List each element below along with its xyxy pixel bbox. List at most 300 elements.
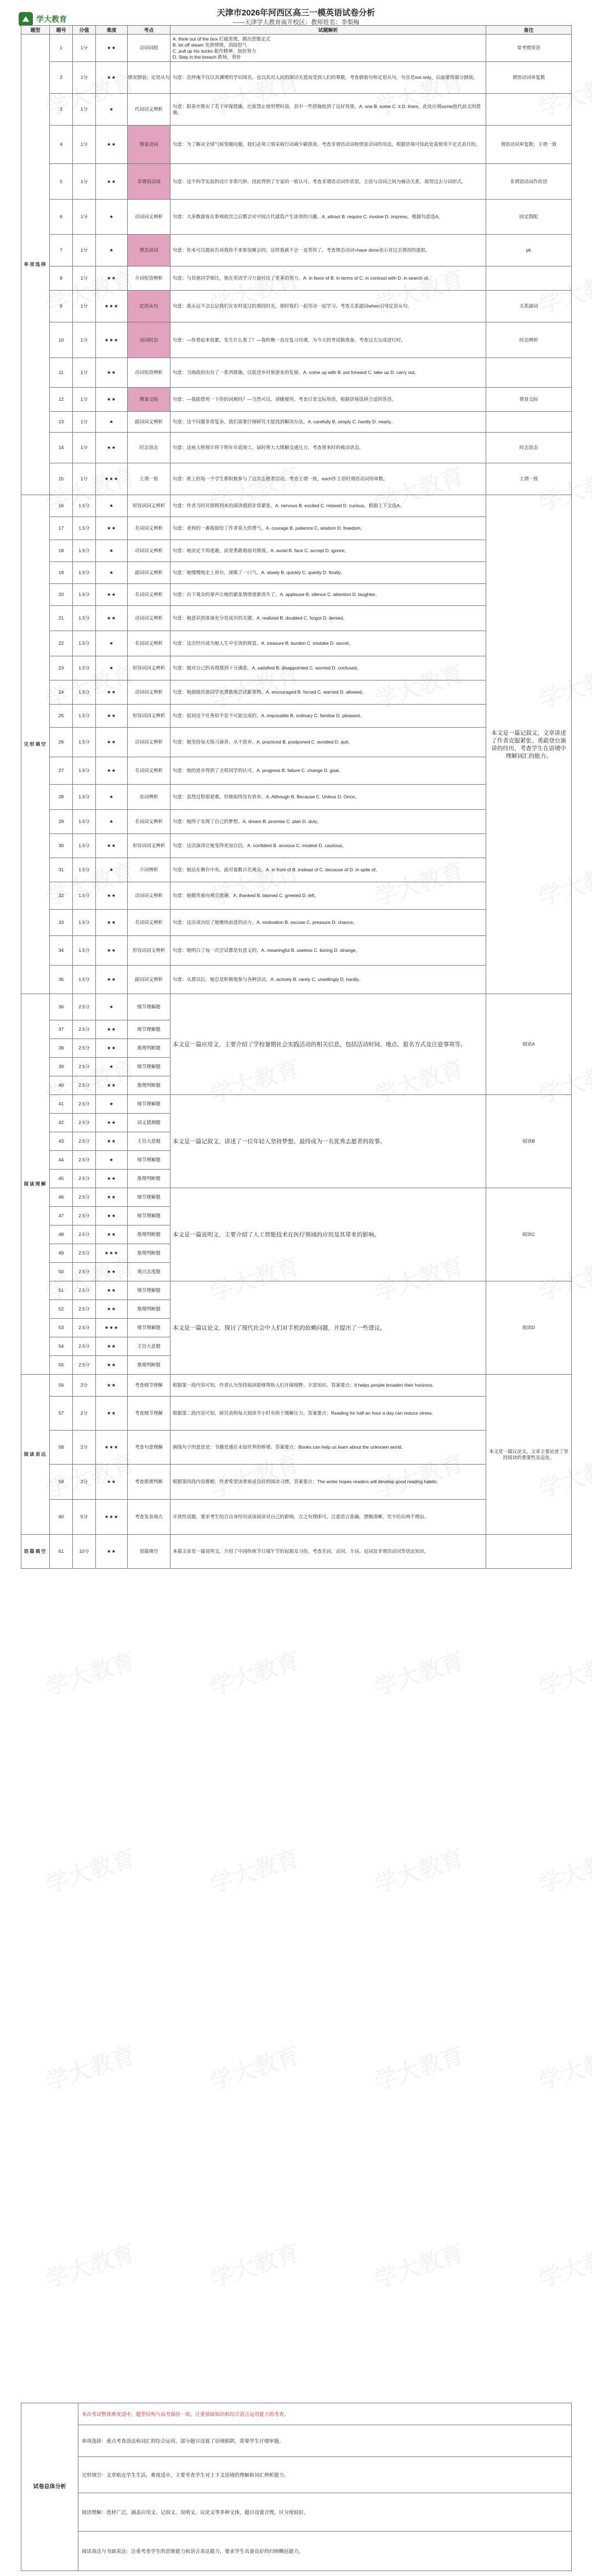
difficulty-stars: ★★ bbox=[96, 936, 128, 966]
question-score: 10分 bbox=[73, 1535, 96, 1569]
question-number: 25 bbox=[50, 705, 73, 728]
question-score: 2分 bbox=[73, 1431, 96, 1465]
topic-cell: 细节理解题 bbox=[128, 1207, 170, 1225]
topic-cell: 动词词组 bbox=[128, 35, 170, 62]
analysis-cell: 句意：这次经历成为她人生中宝贵的财富。A. treasure B. burden C. mistake D. secret。 bbox=[170, 631, 486, 656]
difficulty-stars: ★★ bbox=[96, 388, 128, 412]
question-score: 2.5分 bbox=[73, 1170, 96, 1188]
analysis-table bbox=[21, 25, 572, 1569]
question-score: 2.5分 bbox=[73, 1188, 96, 1207]
topic-cell: 推理判断题 bbox=[128, 1170, 170, 1188]
question-score: 2分 bbox=[73, 1375, 96, 1397]
topic-cell: 名词词义辨析 bbox=[128, 757, 170, 785]
difficulty-stars: ★★ bbox=[96, 1300, 128, 1319]
analysis-cell: 句意：与其他同学相比，他在英语学习方面付出了更多的努力。A. in favor of B. in terms of C. in contrast with D. in search of。 bbox=[170, 266, 486, 291]
difficulty-stars: ★★★ bbox=[96, 1500, 128, 1535]
question-number: 56 bbox=[50, 1375, 73, 1397]
question-score: 1.5分 bbox=[73, 910, 96, 936]
analysis-cell: 句意：她对自己的表现感到十分满意。A. satisfied B. disappointed C. worried D. confused。 bbox=[170, 656, 486, 680]
analysis-cell: 画线句子的意思是：书籍是通往未知世界的桥梁。答案要点：Books can help us learn about the unknown world. bbox=[170, 1431, 486, 1465]
difficulty-stars: ★★ bbox=[96, 1263, 128, 1281]
topic-cell: 细节理解题 bbox=[128, 1188, 170, 1207]
question-score: 1分 bbox=[73, 463, 96, 495]
difficulty-stars: ★ bbox=[96, 631, 128, 656]
remark-cell bbox=[486, 358, 572, 388]
remark-cell: 本文是一篇议论文，文章主要论述了坚持阅读的重要性及益处。 bbox=[486, 1375, 572, 1535]
difficulty-stars: ★★ bbox=[96, 1337, 128, 1356]
analysis-cell: 根据第一段内容可知，作者认为坚持阅读能够帮助人们开阔视野、丰富知识。答案要点：It helps people broaden their horizons. bbox=[170, 1375, 486, 1397]
topic-cell: 主旨大意题 bbox=[128, 1132, 170, 1151]
question-score: 1.5分 bbox=[73, 834, 96, 858]
question-number: 26 bbox=[50, 728, 73, 757]
question-number: 3 bbox=[50, 94, 73, 126]
topic-cell: 考查句意理解 bbox=[128, 1431, 170, 1465]
question-score: 5分 bbox=[73, 1500, 96, 1535]
remark-cell: 阅读D bbox=[486, 1281, 572, 1375]
page-subtitle: ——天津学大教育南开校区：教师姓名：李梨梅 bbox=[232, 19, 360, 26]
question-number: 1 bbox=[50, 35, 73, 62]
question-number: 54 bbox=[50, 1337, 73, 1356]
difficulty-stars: ★★ bbox=[96, 1170, 128, 1188]
watermark bbox=[206, 2235, 303, 2295]
table-row bbox=[21, 200, 572, 235]
difficulty-stars: ★★ bbox=[96, 834, 128, 858]
difficulty-stars: ★ bbox=[96, 562, 128, 584]
topic-cell: 细节理解题 bbox=[128, 994, 170, 1020]
question-score: 1.5分 bbox=[73, 728, 96, 757]
question-number: 19 bbox=[50, 562, 73, 584]
difficulty-stars: ★★ bbox=[96, 126, 128, 164]
analysis-cell: 句意：老师的一番鼓励给了作者莫大的勇气。A. courage B. patience C. wisdom D. freedom。 bbox=[170, 517, 486, 540]
watermark bbox=[41, 1643, 139, 1703]
remark-cell bbox=[486, 1535, 572, 1569]
summary-line: 完形填空：文章贴近学生生活，难度适中，主要考查学生对上下文语境的理解和词汇辨析能力。 bbox=[78, 2457, 572, 2493]
table-row bbox=[21, 322, 572, 358]
topic-cell: 名词词义辨析 bbox=[128, 910, 170, 936]
analysis-cell: 句意：这次演讲让她变得更加自信。A. confident B. anxious C. modest D. cautious。 bbox=[170, 834, 486, 858]
difficulty-stars: ★ bbox=[96, 1058, 128, 1076]
question-number: 47 bbox=[50, 1207, 73, 1225]
topic-cell: 语篇填空 bbox=[128, 1535, 170, 1569]
analysis-cell: 句意：这个问题非常复杂，我们需要仔细研究才能找到解决办法。A. carefully B. simply C. hardly D. nearly。 bbox=[170, 412, 486, 433]
question-score: 2.5分 bbox=[73, 1225, 96, 1244]
question-score: 1.5分 bbox=[73, 882, 96, 910]
passage-summary: 本文是一篇记叙文，讲述了一位年轻人坚持梦想、最终成为一名优秀志愿者的故事。 bbox=[170, 1095, 486, 1188]
analysis-cell: 句意：她明白了每一次尝试都是有意义的。A. meaningful B. useless C. boring D. strange。 bbox=[170, 936, 486, 966]
topic-cell: 主旨大意题 bbox=[128, 1337, 170, 1356]
topic-cell: 考查推理判断 bbox=[128, 1465, 170, 1500]
question-score: 2.5分 bbox=[73, 1300, 96, 1319]
question-score: 1.5分 bbox=[73, 584, 96, 606]
difficulty-stars: ★★ bbox=[96, 1375, 128, 1397]
difficulty-stars: ★★ bbox=[96, 1114, 128, 1132]
topic-cell: 形容词词义辨析 bbox=[128, 656, 170, 680]
question-number: 9 bbox=[50, 291, 73, 322]
difficulty-stars: ★★ bbox=[96, 584, 128, 606]
analysis-cell: 句意：作者当时对即将到来的演讲感到非常紧张。A. nervous B. excited C. relaxed D. curious。根据上下文选A。 bbox=[170, 495, 486, 517]
analysis-cell: 句意：大多数游客在参观故宫之后都会对中国古代建筑产生浓厚的兴趣。A. attract B. require C. involve D. impress。根据句意选A。 bbox=[170, 200, 486, 235]
topic-cell: 观点态度题 bbox=[128, 1263, 170, 1281]
question-number: 45 bbox=[50, 1170, 73, 1188]
question-score: 1分 bbox=[73, 62, 96, 94]
summary-line: 阅读表达与书面表达：注重考查学生的思维能力和语言表达能力，要求学生具备良好的归纳概括能力。 bbox=[78, 2532, 572, 2571]
topic-cell: 考查细节理解 bbox=[128, 1397, 170, 1431]
question-score: 1.5分 bbox=[73, 631, 96, 656]
difficulty-stars: ★ bbox=[96, 94, 128, 126]
topic-cell: 名词词义辨析 bbox=[128, 810, 170, 834]
difficulty-stars: ★★★ bbox=[96, 1244, 128, 1263]
topic-cell: 副词词义辨析 bbox=[128, 412, 170, 433]
question-number: 49 bbox=[50, 1244, 73, 1263]
passage-summary: 本文是一篇议论文，探讨了现代社会中人们对手机的依赖问题，并提出了一些建议。 bbox=[170, 1281, 486, 1375]
question-score: 2.5分 bbox=[73, 1151, 96, 1170]
topic-cell: 情景交际 bbox=[128, 388, 170, 412]
analysis-cell: 句意：她坚持每天练习演讲，从不放弃。A. practiced B. postponed C. avoided D. quit。 bbox=[170, 728, 486, 757]
question-number: 2 bbox=[50, 62, 73, 94]
question-score: 1.5分 bbox=[73, 495, 96, 517]
topic-cell: 考查发表观点 bbox=[128, 1500, 170, 1535]
analysis-cell: 句意：阳春市推出了若干环保措施，比如禁止使用塑料袋，其中一些措施收到了良好效果。A. one B. some C. it D. them。此处应填some指代前文的措施。 bbox=[170, 94, 486, 126]
question-score: 1分 bbox=[73, 126, 96, 164]
remark-cell: 关系副词 bbox=[486, 291, 572, 322]
summary-label: 试卷总体分析 bbox=[21, 2403, 78, 2571]
question-number: 36 bbox=[50, 994, 73, 1020]
difficulty-stars: ★★ bbox=[96, 882, 128, 910]
analysis-cell: 句意：—我能借用一下你的词典吗？—当然可以，请随便用。考查日常交际用语，根据语境选择合适的答语。 bbox=[170, 388, 486, 412]
question-number: 23 bbox=[50, 656, 73, 680]
table-row bbox=[21, 994, 572, 1020]
question-number: 17 bbox=[50, 517, 73, 540]
question-number: 60 bbox=[50, 1500, 73, 1535]
remark-cell: 时态辨析 bbox=[486, 322, 572, 358]
difficulty-stars: ★ bbox=[96, 495, 128, 517]
question-score: 1.5分 bbox=[73, 858, 96, 882]
question-score: 1分 bbox=[73, 433, 96, 463]
table-row bbox=[21, 164, 572, 200]
difficulty-stars: ★★ bbox=[96, 728, 128, 757]
topic-cell: 推理判断题 bbox=[128, 1300, 170, 1319]
difficulty-stars: ★★ bbox=[96, 910, 128, 936]
table-row bbox=[21, 412, 572, 433]
remark-cell: 谓语动词单复数 bbox=[486, 62, 572, 94]
question-score: 1分 bbox=[73, 291, 96, 322]
question-number: 38 bbox=[50, 1039, 73, 1058]
question-number: 21 bbox=[50, 606, 73, 631]
remark-cell: 情景交际 bbox=[486, 388, 572, 412]
remark-cell: 阅读B bbox=[486, 1095, 572, 1188]
col-header-difficulty: 难度 bbox=[96, 26, 128, 35]
question-number: 18 bbox=[50, 540, 73, 562]
question-score: 1分 bbox=[73, 266, 96, 291]
difficulty-stars: ★★ bbox=[96, 1535, 128, 1569]
topic-cell: 代词词义辨析 bbox=[128, 94, 170, 126]
question-score: 2.5分 bbox=[73, 1207, 96, 1225]
section-type-cell: 完形填空 bbox=[21, 495, 50, 994]
topic-cell: 副词词义辨析 bbox=[128, 562, 170, 584]
difficulty-stars: ★★★ bbox=[96, 291, 128, 322]
difficulty-stars: ★ bbox=[96, 540, 128, 562]
topic-cell: 动词词义辨析 bbox=[128, 540, 170, 562]
question-score: 2.5分 bbox=[73, 994, 96, 1020]
question-number: 10 bbox=[50, 322, 73, 358]
difficulty-stars: ★★ bbox=[96, 1207, 128, 1225]
topic-cell: 形容词词义辨析 bbox=[128, 705, 170, 728]
remark-cell bbox=[486, 412, 572, 433]
analysis-cell: 句意：这座大桥预计将于明年年底竣工，届时将大大缓解交通压力。考查将来时的被动语态。 bbox=[170, 433, 486, 463]
difficulty-stars: ★★★ bbox=[96, 463, 128, 495]
table-row bbox=[21, 35, 572, 62]
difficulty-stars: ★ bbox=[96, 994, 128, 1020]
topic-cell: 推理判断题 bbox=[128, 1244, 170, 1263]
summary-line: 单项选择：重点考查语法和词汇的综合运用，部分题目设置了语境陷阱，需要学生仔细审题。 bbox=[78, 2425, 572, 2457]
analysis-cell: 句意：你本可以提前告诉我你不来参加聚会的，这样我就不会一直等你了。考查情态动词+have done表示对过去情况的虚拟。 bbox=[170, 235, 486, 266]
question-number: 31 bbox=[50, 858, 73, 882]
difficulty-stars: ★★ bbox=[96, 680, 128, 705]
question-score: 1.5分 bbox=[73, 966, 96, 994]
question-number: 12 bbox=[50, 388, 73, 412]
difficulty-stars: ★ bbox=[96, 785, 128, 810]
watermark bbox=[41, 1840, 139, 1900]
difficulty-stars: ★ bbox=[96, 412, 128, 433]
table-row bbox=[21, 433, 572, 463]
passage-summary: 本文是一篇应用文，主要介绍了学校暑期社会实践活动的相关信息，包括活动时间、地点、报名方式及注意事项等。 bbox=[170, 994, 486, 1095]
question-score: 1分 bbox=[73, 35, 96, 62]
question-number: 13 bbox=[50, 412, 73, 433]
question-number: 44 bbox=[50, 1151, 73, 1170]
table-row bbox=[21, 1095, 572, 1114]
question-score: 2.5分 bbox=[73, 1095, 96, 1114]
question-score: 2.5分 bbox=[73, 1319, 96, 1337]
watermark bbox=[41, 2235, 139, 2295]
watermark bbox=[370, 2235, 468, 2295]
question-score: 1.5分 bbox=[73, 680, 96, 705]
topic-cell: 细节理解题 bbox=[128, 1319, 170, 1337]
difficulty-stars: ★★★ bbox=[96, 322, 128, 358]
watermark bbox=[534, 1840, 592, 1900]
watermark bbox=[206, 1840, 303, 1900]
topic-cell: 动词词义辨析 bbox=[128, 606, 170, 631]
difficulty-stars: ★★ bbox=[96, 1020, 128, 1039]
difficulty-stars: ★ bbox=[96, 810, 128, 834]
difficulty-stars: ★★★ bbox=[96, 1431, 128, 1465]
analysis-cell: 句意：她鼓励其他同学也勇敢地尝试新事物。A. encouraged B. forced C. warned D. allowed。 bbox=[170, 680, 486, 705]
remark-cell: 阅读A bbox=[486, 994, 572, 1095]
watermark bbox=[534, 2235, 592, 2295]
watermark bbox=[534, 2038, 592, 2097]
question-score: 1分 bbox=[73, 164, 96, 200]
question-number: 29 bbox=[50, 810, 73, 834]
question-number: 32 bbox=[50, 882, 73, 910]
question-score: 2.5分 bbox=[73, 1039, 96, 1058]
topic-cell: 细节理解题 bbox=[128, 1020, 170, 1039]
page-title: 天津市2026年河西区高三一模英语试卷分析 bbox=[217, 8, 375, 18]
topic-cell: 名词词义辨析 bbox=[128, 517, 170, 540]
analysis-cell: 本篇文章是一篇说明文，介绍了中国传统节日端午节的起源及习俗，考查名词、动词、介词、冠词及非谓语动词等语法知识。 bbox=[170, 1535, 486, 1569]
question-score: 1.5分 bbox=[73, 757, 96, 785]
remark-cell: 固定搭配 bbox=[486, 200, 572, 235]
question-number: 20 bbox=[50, 584, 73, 606]
analysis-cell: 句意：台下观众的掌声让她的紧张情绪逐渐消失了。A. applause B. silence C. attention D. laughter。 bbox=[170, 584, 486, 606]
topic-cell: 推理判断题 bbox=[128, 1076, 170, 1095]
difficulty-stars: ★ bbox=[96, 1095, 128, 1114]
question-score: 1分 bbox=[73, 358, 96, 388]
question-score: 2.5分 bbox=[73, 1263, 96, 1281]
question-score: 1.5分 bbox=[73, 517, 96, 540]
table-row bbox=[21, 1188, 572, 1207]
col-header-remark: 备注 bbox=[486, 26, 572, 35]
col-header-type: 题型 bbox=[21, 26, 50, 35]
topic-cell: 连词辨析 bbox=[128, 785, 170, 810]
analysis-cell: 句意：她慢慢地走上讲台，深吸了一口气。A. slowly B. quickly C. quietly D. finally。 bbox=[170, 562, 486, 584]
difficulty-stars: ★★ bbox=[96, 1397, 128, 1431]
analysis-cell: 开放性试题，要求考生结合自身经历谈谈阅读对自己的影响，言之有理即可。注意语言准确，逻辑清晰，至少给出两个理由。 bbox=[170, 1500, 486, 1535]
difficulty-stars: ★ bbox=[96, 200, 128, 235]
difficulty-stars: ★★ bbox=[96, 1281, 128, 1300]
analysis-cell: 句意：当地政府出台了一系列措施，以促进乡村旅游业的发展。A. come up with B. put forward C. take up D. carry out。 bbox=[170, 358, 486, 388]
difficulty-stars: ★ bbox=[96, 858, 128, 882]
col-header-analysis: 试题解析 bbox=[170, 26, 486, 35]
question-number: 15 bbox=[50, 463, 73, 495]
question-number: 57 bbox=[50, 1397, 73, 1431]
table-row bbox=[21, 1535, 572, 1569]
watermark bbox=[534, 1643, 592, 1703]
analysis-cell: 句意：她终于实现了自己的梦想。A. dream B. promise C. plan D. duty。 bbox=[170, 810, 486, 834]
question-number: 61 bbox=[50, 1535, 73, 1569]
analysis-cell: 句意：从那以后，她总是积极地参与各种活动。A. actively B. rarely C. unwillingly D. hardly。 bbox=[170, 966, 486, 994]
analysis-cell: 句意：范仲淹不仅以其渊博的学识闻名，也以其对人民的深切关爱而受到人们的尊敬。考查倒装句和定语从句，句首是not only，后面要用部分倒装。 bbox=[170, 62, 486, 94]
question-score: 1.5分 bbox=[73, 562, 96, 584]
question-score: 2.5分 bbox=[73, 1281, 96, 1300]
difficulty-stars: ★★ bbox=[96, 164, 128, 200]
difficulty-stars: ★★ bbox=[96, 1225, 128, 1244]
question-score: 2分 bbox=[73, 1397, 96, 1431]
question-number: 16 bbox=[50, 495, 73, 517]
passage-summary: 本文是一篇说明文，主要介绍了人工智能技术在医疗领域的应用及其带来的影响。 bbox=[170, 1188, 486, 1281]
question-score: 2.5分 bbox=[73, 1356, 96, 1375]
analysis-cell: 句意：这个科学实验的设计非常巧妙，因此得到了专家的一致认可。考查非谓语动词作状语，主语与动词之间为被动关系，故用过去分词形式。 bbox=[170, 164, 486, 200]
topic-cell: 推理判断题 bbox=[128, 1225, 170, 1244]
difficulty-stars: ★★ bbox=[96, 1356, 128, 1375]
topic-cell: 情况倒装；定语从句 bbox=[128, 62, 170, 94]
question-number: 37 bbox=[50, 1020, 73, 1039]
question-score: 1.5分 bbox=[73, 656, 96, 680]
analysis-cell: A. think out of the box 打破常规，跳出思维定式 B. let off steam 发泄情绪，消除怒气 C. pull up his socks 振作精神，加倍努力 D. Step in the breach 救场，替补 bbox=[170, 35, 486, 62]
question-number: 5 bbox=[50, 164, 73, 200]
remark-cell: 主谓一致 bbox=[486, 463, 572, 495]
section-type-cell: 单项选择 bbox=[21, 35, 50, 495]
question-number: 30 bbox=[50, 834, 73, 858]
question-score: 1.5分 bbox=[73, 705, 96, 728]
table-row bbox=[21, 358, 572, 388]
analysis-cell: 句意：虽然过程很艰难，但她始终没有放弃。A. Although B. Because C. Unless D. Once。 bbox=[170, 785, 486, 810]
analysis-cell: 根据第四段内容推断，作者希望读者养成良好的阅读习惯。答案要点：The writer hopes readers will develop good reading habits. bbox=[170, 1465, 486, 1500]
difficulty-stars: ★★ bbox=[96, 705, 128, 728]
question-number: 27 bbox=[50, 757, 73, 785]
question-number: 11 bbox=[50, 358, 73, 388]
question-score: 1分 bbox=[73, 322, 96, 358]
question-number: 28 bbox=[50, 785, 73, 810]
difficulty-stars: ★★ bbox=[96, 35, 128, 62]
watermark bbox=[370, 1643, 468, 1703]
remark-cell: 阅读C bbox=[486, 1188, 572, 1281]
topic-cell: 形容词词义辨析 bbox=[128, 834, 170, 858]
question-number: 42 bbox=[50, 1114, 73, 1132]
topic-cell: 推理判断题 bbox=[128, 1039, 170, 1058]
topic-cell: 动词词义辨析 bbox=[128, 728, 170, 757]
remark-cell: 时态语态 bbox=[486, 433, 572, 463]
difficulty-stars: ★ bbox=[96, 1151, 128, 1170]
topic-cell: 细节理解题 bbox=[128, 1281, 170, 1300]
header-row bbox=[21, 26, 572, 35]
difficulty-stars: ★★★ bbox=[96, 1319, 128, 1337]
topic-cell: 动词词义辨析 bbox=[128, 680, 170, 705]
difficulty-stars: ★★ bbox=[96, 966, 128, 994]
question-score: 2.5分 bbox=[73, 1132, 96, 1151]
table-row bbox=[21, 388, 572, 412]
analysis-cell: 句意：她微笑着向观众致谢。A. thanked B. blamed C. greeted D. left。 bbox=[170, 882, 486, 910]
col-header-topic: 考点 bbox=[128, 26, 170, 35]
difficulty-stars: ★★ bbox=[96, 606, 128, 631]
question-number: 7 bbox=[50, 235, 73, 266]
watermark bbox=[206, 2038, 303, 2097]
topic-cell: 形容词词义辨析 bbox=[128, 495, 170, 517]
analysis-cell: 句意：—你看起来很累，发生什么事了？—我昨晚一直在复习功课，为今天的考试做准备。考查过去完成进行时。 bbox=[170, 322, 486, 358]
remark-cell: pk bbox=[486, 235, 572, 266]
question-score: 1分 bbox=[73, 388, 96, 412]
question-number: 51 bbox=[50, 1281, 73, 1300]
question-score: 1分 bbox=[73, 412, 96, 433]
topic-cell: 动词词义辨析 bbox=[128, 200, 170, 235]
difficulty-stars: ★★ bbox=[96, 1039, 128, 1058]
analysis-cell: 句意：她站在舞台中央，面对着数百名观众。A. in front of B. instead of C. because of D. in spite of。 bbox=[170, 858, 486, 882]
question-number: 40 bbox=[50, 1076, 73, 1095]
summary-line: 本次考试整体难度适中，题型结构与高考保持一致，注重基础知识和综合语言运用能力的考查。 bbox=[78, 2403, 572, 2425]
analysis-cell: 句意：班上的每一个学生都积极参与了这次志愿者活动。考查主谓一致，each作主语时谓语动词用单数。 bbox=[170, 463, 486, 495]
question-number: 41 bbox=[50, 1095, 73, 1114]
summary-line: 阅读理解：选材广泛，涵盖应用文、记叙文、说明文、议论文等多种文体，题目设置合理，区分度较好。 bbox=[78, 2493, 572, 2532]
topic-cell: 情景动词 bbox=[128, 126, 170, 164]
question-score: 1.5分 bbox=[73, 810, 96, 834]
topic-cell: 细节理解题 bbox=[128, 1151, 170, 1170]
section-type-cell: 阅读理解 bbox=[21, 994, 50, 1375]
watermark bbox=[41, 2038, 139, 2097]
col-header-score: 分值 bbox=[73, 26, 96, 35]
question-score: 1.5分 bbox=[73, 785, 96, 810]
question-score: 2.5分 bbox=[73, 1058, 96, 1076]
difficulty-stars: ★★ bbox=[96, 358, 128, 388]
topic-cell: 名词词义辨析 bbox=[128, 584, 170, 606]
question-number: 34 bbox=[50, 936, 73, 966]
difficulty-stars: ★★ bbox=[96, 757, 128, 785]
topic-cell: 考查细节理解 bbox=[128, 1375, 170, 1397]
question-score: 1.5分 bbox=[73, 936, 96, 966]
difficulty-stars: ★★ bbox=[96, 266, 128, 291]
question-number: 55 bbox=[50, 1356, 73, 1375]
summary-table bbox=[21, 2403, 572, 2571]
question-score: 1分 bbox=[73, 94, 96, 126]
topic-cell: 非谓语动词 bbox=[128, 164, 170, 200]
question-number: 6 bbox=[50, 200, 73, 235]
question-number: 22 bbox=[50, 631, 73, 656]
analysis-cell: 根据第二段内容可知，研究表明每天阅读半小时有助于缓解压力。答案要点：Reading for half an hour a day can reduce stress. bbox=[170, 1397, 486, 1431]
question-number: 43 bbox=[50, 1132, 73, 1151]
topic-cell: 形容词词义辨析 bbox=[128, 936, 170, 966]
remark-cell: 常考惯用语 bbox=[486, 35, 572, 62]
col-header-number: 题号 bbox=[50, 26, 73, 35]
logo-text: 学大教育 bbox=[36, 15, 67, 24]
topic-cell: 介词短语辨析 bbox=[128, 266, 170, 291]
question-number: 53 bbox=[50, 1319, 73, 1337]
